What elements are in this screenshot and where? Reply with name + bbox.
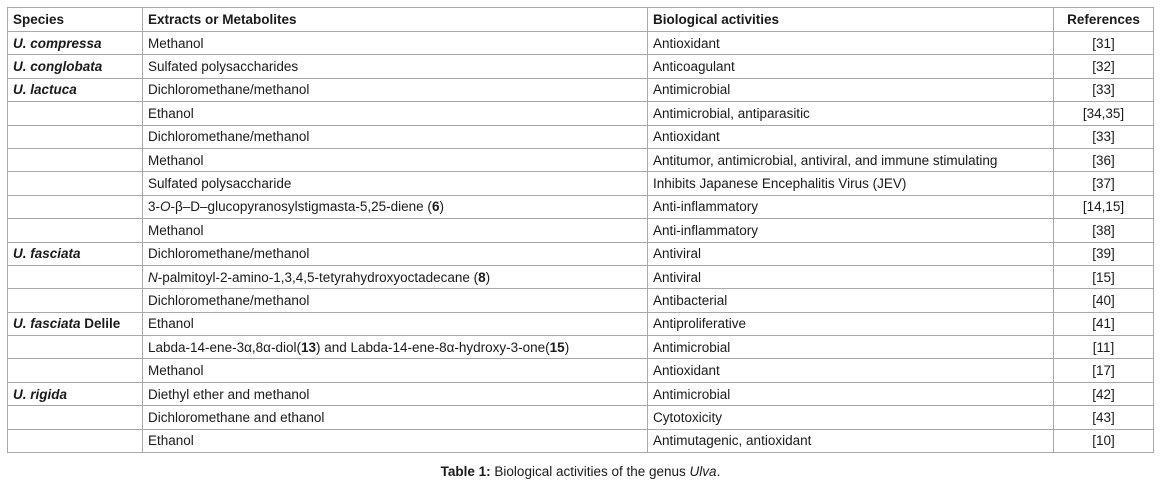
extract-text-segment: ) bbox=[485, 269, 491, 285]
extract-text-segment: -β–D–glucopyranosylstigmasta-5,25-diene ( bbox=[170, 199, 432, 215]
cell-activity: Anti-inflammatory bbox=[648, 195, 1054, 218]
header-species: Species bbox=[8, 8, 143, 32]
cell-species bbox=[8, 359, 143, 382]
caption-text: Biological activities of the genus bbox=[490, 464, 690, 479]
cell-activity: Antioxidant bbox=[648, 125, 1054, 148]
table-row bbox=[8, 148, 1154, 171]
cell-reference: [31] bbox=[1054, 32, 1154, 55]
extract-text-segment: Methanol bbox=[148, 152, 204, 168]
cell-species bbox=[8, 148, 143, 171]
cell-reference: [34,35] bbox=[1054, 102, 1154, 125]
table-row bbox=[8, 336, 1154, 359]
extract-text-segment: Dichloromethane/methanol bbox=[148, 82, 310, 98]
table-row bbox=[8, 265, 1154, 288]
header-references: References bbox=[1054, 8, 1154, 32]
extract-text-segment: Dichloromethane/methanol bbox=[148, 292, 310, 308]
extract-text-segment: -palmitoyl-2-amino-1,3,4,5-tetyrahydroxyoctadecane ( bbox=[157, 269, 479, 285]
extract-text-segment: Sulfated polysaccharide bbox=[148, 176, 292, 192]
table-row bbox=[8, 195, 1154, 218]
cell-extract bbox=[143, 382, 648, 405]
table-row bbox=[8, 102, 1154, 125]
table-container bbox=[7, 7, 1153, 453]
cell-activity: Antimicrobial, antiparasitic bbox=[648, 102, 1054, 125]
cell-extract bbox=[143, 195, 648, 218]
cell-reference: [43] bbox=[1054, 406, 1154, 429]
cell-species bbox=[8, 429, 143, 452]
extract-text-segment: ) bbox=[439, 199, 444, 215]
cell-extract bbox=[143, 55, 648, 78]
extract-text-segment: 8 bbox=[478, 269, 486, 285]
extract-text-segment: Diethyl ether and methanol bbox=[148, 386, 310, 402]
cell-species bbox=[8, 195, 143, 218]
table-row bbox=[8, 172, 1154, 195]
cell-reference: [41] bbox=[1054, 312, 1154, 335]
table-row bbox=[8, 429, 1154, 452]
cell-species bbox=[8, 32, 143, 55]
cell-species bbox=[8, 406, 143, 429]
extract-text-segment: Dichloromethane/methanol bbox=[148, 129, 310, 145]
header-extracts: Extracts or Metabolites bbox=[143, 8, 648, 32]
cell-reference: [36] bbox=[1054, 148, 1154, 171]
cell-activity: Antimicrobial bbox=[648, 78, 1054, 101]
header-activities: Biological activities bbox=[648, 8, 1054, 32]
extract-text-segment: Ethanol bbox=[148, 105, 194, 121]
cell-extract bbox=[143, 336, 648, 359]
table-row bbox=[8, 78, 1154, 101]
caption-label: Table 1: bbox=[440, 464, 491, 479]
cell-species bbox=[8, 125, 143, 148]
table-row bbox=[8, 289, 1154, 312]
cell-species bbox=[8, 382, 143, 405]
cell-extract bbox=[143, 125, 648, 148]
cell-activity: Antiproliferative bbox=[648, 312, 1054, 335]
table-row bbox=[8, 359, 1154, 382]
cell-reference: [15] bbox=[1054, 265, 1154, 288]
species-name: U. compressa bbox=[13, 35, 102, 51]
table-row bbox=[8, 382, 1154, 405]
cell-activity: Antitumor, antimicrobial, antiviral, and immune stimulating bbox=[648, 148, 1054, 171]
cell-extract bbox=[143, 102, 648, 125]
cell-extract bbox=[143, 289, 648, 312]
cell-extract bbox=[143, 32, 648, 55]
cell-activity: Anticoagulant bbox=[648, 55, 1054, 78]
cell-reference: [37] bbox=[1054, 172, 1154, 195]
extract-text-segment: 3- bbox=[148, 199, 161, 215]
cell-activity: Antimicrobial bbox=[648, 382, 1054, 405]
cell-species bbox=[8, 336, 143, 359]
cell-reference: [32] bbox=[1054, 55, 1154, 78]
species-name: U. lactuca bbox=[13, 82, 77, 98]
cell-activity: Antimicrobial bbox=[648, 336, 1054, 359]
extract-text-segment: Methanol bbox=[148, 363, 204, 379]
cell-reference: [40] bbox=[1054, 289, 1154, 312]
cell-extract bbox=[143, 242, 648, 265]
extract-text-segment: Labda-14-ene-3α,8α-diol( bbox=[148, 339, 301, 355]
cell-activity: Anti-inflammatory bbox=[648, 219, 1054, 242]
cell-species bbox=[8, 102, 143, 125]
species-authority: Delile bbox=[80, 316, 121, 332]
cell-species bbox=[8, 172, 143, 195]
table-row bbox=[8, 242, 1154, 265]
extract-text-segment: ) bbox=[564, 339, 570, 355]
cell-activity: Antioxidant bbox=[648, 32, 1054, 55]
cell-extract bbox=[143, 359, 648, 382]
table-row bbox=[8, 32, 1154, 55]
extract-text-segment: N bbox=[148, 269, 158, 285]
cell-activity: Antiviral bbox=[648, 265, 1054, 288]
species-name: U. rigida bbox=[13, 386, 68, 402]
cell-activity: Antibacterial bbox=[648, 289, 1054, 312]
cell-activity: Inhibits Japanese Encephalitis Virus (JEV) bbox=[648, 172, 1054, 195]
table-body bbox=[8, 32, 1154, 453]
cell-extract bbox=[143, 172, 648, 195]
species-name: U. conglobata bbox=[13, 59, 103, 75]
cell-reference: [14,15] bbox=[1054, 195, 1154, 218]
extract-text-segment: O bbox=[160, 199, 171, 215]
cell-reference: [39] bbox=[1054, 242, 1154, 265]
species-name: U. fasciata bbox=[13, 246, 81, 262]
cell-reference: [33] bbox=[1054, 125, 1154, 148]
cell-species bbox=[8, 312, 143, 335]
cell-reference: [42] bbox=[1054, 382, 1154, 405]
cell-extract bbox=[143, 429, 648, 452]
extract-text-segment: Dichloromethane/methanol bbox=[148, 246, 310, 262]
table-row bbox=[8, 219, 1154, 242]
table-row bbox=[8, 406, 1154, 429]
cell-species bbox=[8, 219, 143, 242]
extract-text-segment: Ethanol bbox=[148, 316, 194, 332]
cell-reference: [33] bbox=[1054, 78, 1154, 101]
table-row bbox=[8, 55, 1154, 78]
cell-activity: Antiviral bbox=[648, 242, 1054, 265]
cell-activity: Antioxidant bbox=[648, 359, 1054, 382]
table-row bbox=[8, 312, 1154, 335]
cell-reference: [10] bbox=[1054, 429, 1154, 452]
extract-text-segment: 13 bbox=[300, 339, 316, 355]
extract-text-segment: Methanol bbox=[148, 222, 204, 238]
cell-reference: [38] bbox=[1054, 219, 1154, 242]
cell-extract bbox=[143, 406, 648, 429]
cell-extract bbox=[143, 78, 648, 101]
extract-text-segment: Ethanol bbox=[148, 433, 194, 449]
cell-species bbox=[8, 55, 143, 78]
species-name: U. fasciata bbox=[13, 316, 81, 332]
cell-extract bbox=[143, 148, 648, 171]
biological-activities-table bbox=[7, 7, 1154, 453]
cell-reference: [17] bbox=[1054, 359, 1154, 382]
cell-species bbox=[8, 78, 143, 101]
extract-text-segment: 6 bbox=[431, 199, 440, 215]
extract-text-segment: Methanol bbox=[148, 35, 204, 51]
table-caption bbox=[0, 464, 1161, 479]
extract-text-segment: ) and Labda-14-ene-8α-hydroxy-3-one( bbox=[315, 339, 550, 355]
cell-activity: Antimutagenic, antioxidant bbox=[648, 429, 1054, 452]
cell-species bbox=[8, 289, 143, 312]
cell-extract bbox=[143, 312, 648, 335]
cell-species bbox=[8, 265, 143, 288]
cell-reference: [11] bbox=[1054, 336, 1154, 359]
cell-activity: Cytotoxicity bbox=[648, 406, 1054, 429]
cell-extract bbox=[143, 265, 648, 288]
table-row bbox=[8, 125, 1154, 148]
extract-text-segment: Sulfated polysaccharides bbox=[148, 59, 299, 75]
cell-species bbox=[8, 242, 143, 265]
extract-text-segment: Dichloromethane and ethanol bbox=[148, 409, 325, 425]
extract-text-segment: 15 bbox=[549, 339, 565, 355]
cell-extract bbox=[143, 219, 648, 242]
caption-end: . bbox=[716, 464, 721, 479]
table-header-row bbox=[8, 8, 1154, 32]
caption-genus: Ulva bbox=[689, 464, 717, 479]
